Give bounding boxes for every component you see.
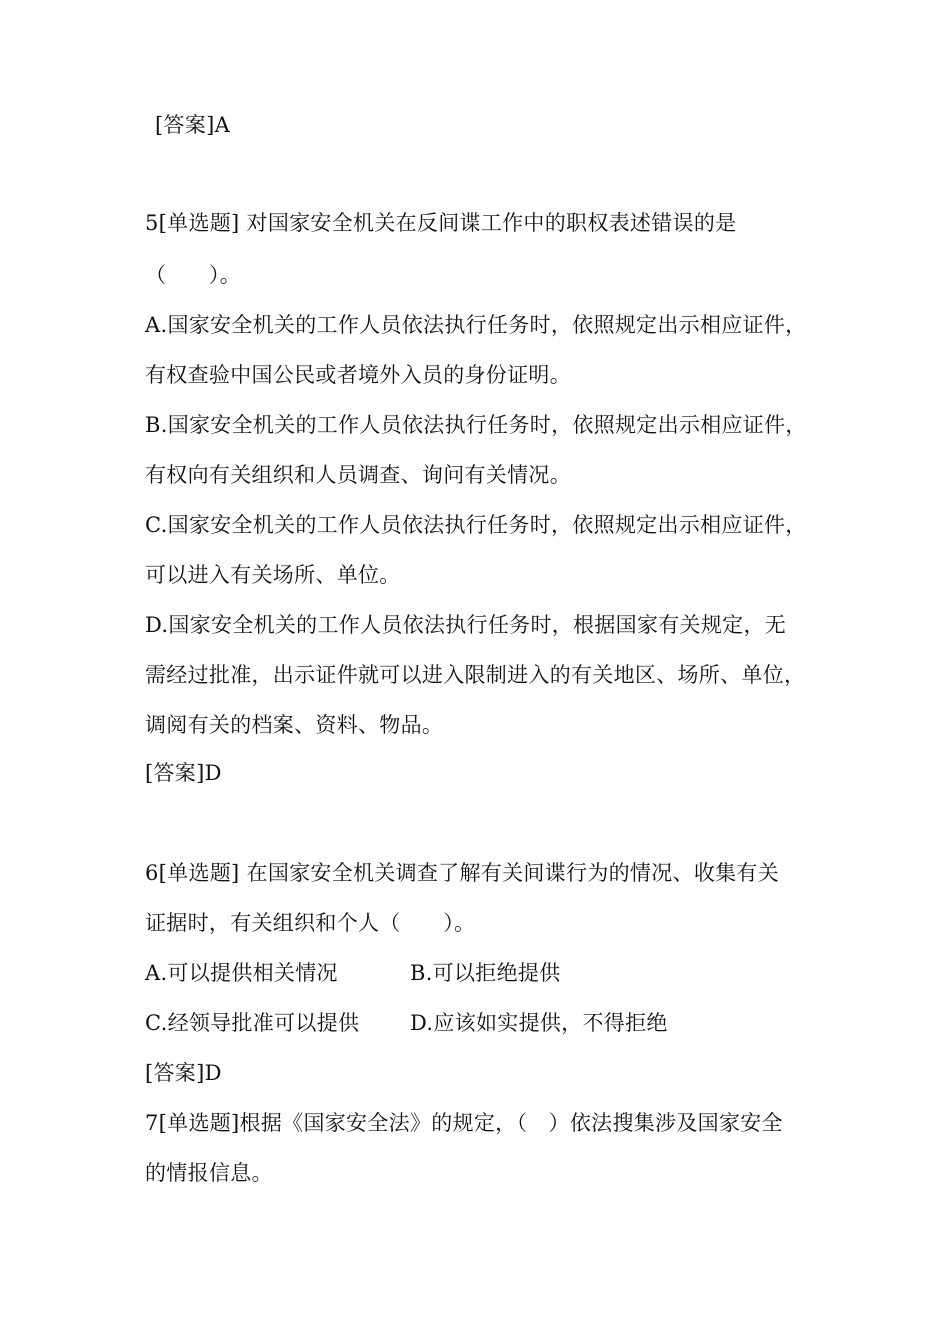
q6-answer: [答案]D: [145, 1061, 222, 1085]
q6-stem-line-2: 证据时，有关组织和个人（ ）。: [145, 911, 476, 935]
q5-option-b-line-1: B.国家安全机关的工作人员依法执行任务时，依照规定出示相应证件，: [145, 413, 807, 437]
q5-option-d-line-1: D.国家安全机关的工作人员依法执行任务时，根据国家有关规定，无: [145, 613, 787, 637]
q5-answer: [答案]D: [145, 761, 222, 785]
q5-option-c-line-2: 可以进入有关场所、单位。: [145, 563, 401, 587]
q5-option-a-line-1: A.国家安全机关的工作人员依法执行任务时，依照规定出示相应证件，: [145, 313, 807, 337]
q7-stem-line-2: 的情报信息。: [145, 1161, 273, 1185]
q6-option-c: C.经领导批准可以提供: [145, 1011, 360, 1035]
q7-stem-line-1: 7[单选题]根据《国家安全法》的规定，（ ）依法搜集涉及国家安全: [145, 1111, 783, 1135]
q6-options-row-1: [145, 958, 845, 988]
q6-stem-line-1: 6[单选题] 在国家安全机关调查了解有关间谍行为的情况、收集有关: [145, 861, 780, 885]
q5-option-c-line-1: C.国家安全机关的工作人员依法执行任务时，依照规定出示相应证件，: [145, 513, 807, 537]
q6-option-a: A.可以提供相关情况: [145, 961, 338, 985]
q5-option-a-line-2: 有权查验中国公民或者境外入员的身份证明。: [145, 363, 571, 387]
q5-stem-line-2: （ ）。: [145, 263, 241, 287]
q5-option-b-line-2: 有权向有关组织和人员调查、询问有关情况。: [145, 463, 571, 487]
q6-option-b: B.可以拒绝提供: [410, 961, 561, 985]
answer-previous: [答案]A: [155, 113, 231, 137]
q6-option-d: D.应该如实提供，不得拒绝: [410, 1011, 668, 1035]
q5-option-d-line-2: 需经过批准，出示证件就可以进入限制进入的有关地区、场所、单位，: [145, 663, 806, 687]
q6-options-row-2: [145, 1008, 845, 1038]
q5-stem-line-1: 5[单选题] 对国家安全机关在反间谍工作中的职权表述错误的是: [145, 211, 737, 235]
q5-option-d-line-3: 调阅有关的档案、资料、物品。: [145, 713, 444, 737]
